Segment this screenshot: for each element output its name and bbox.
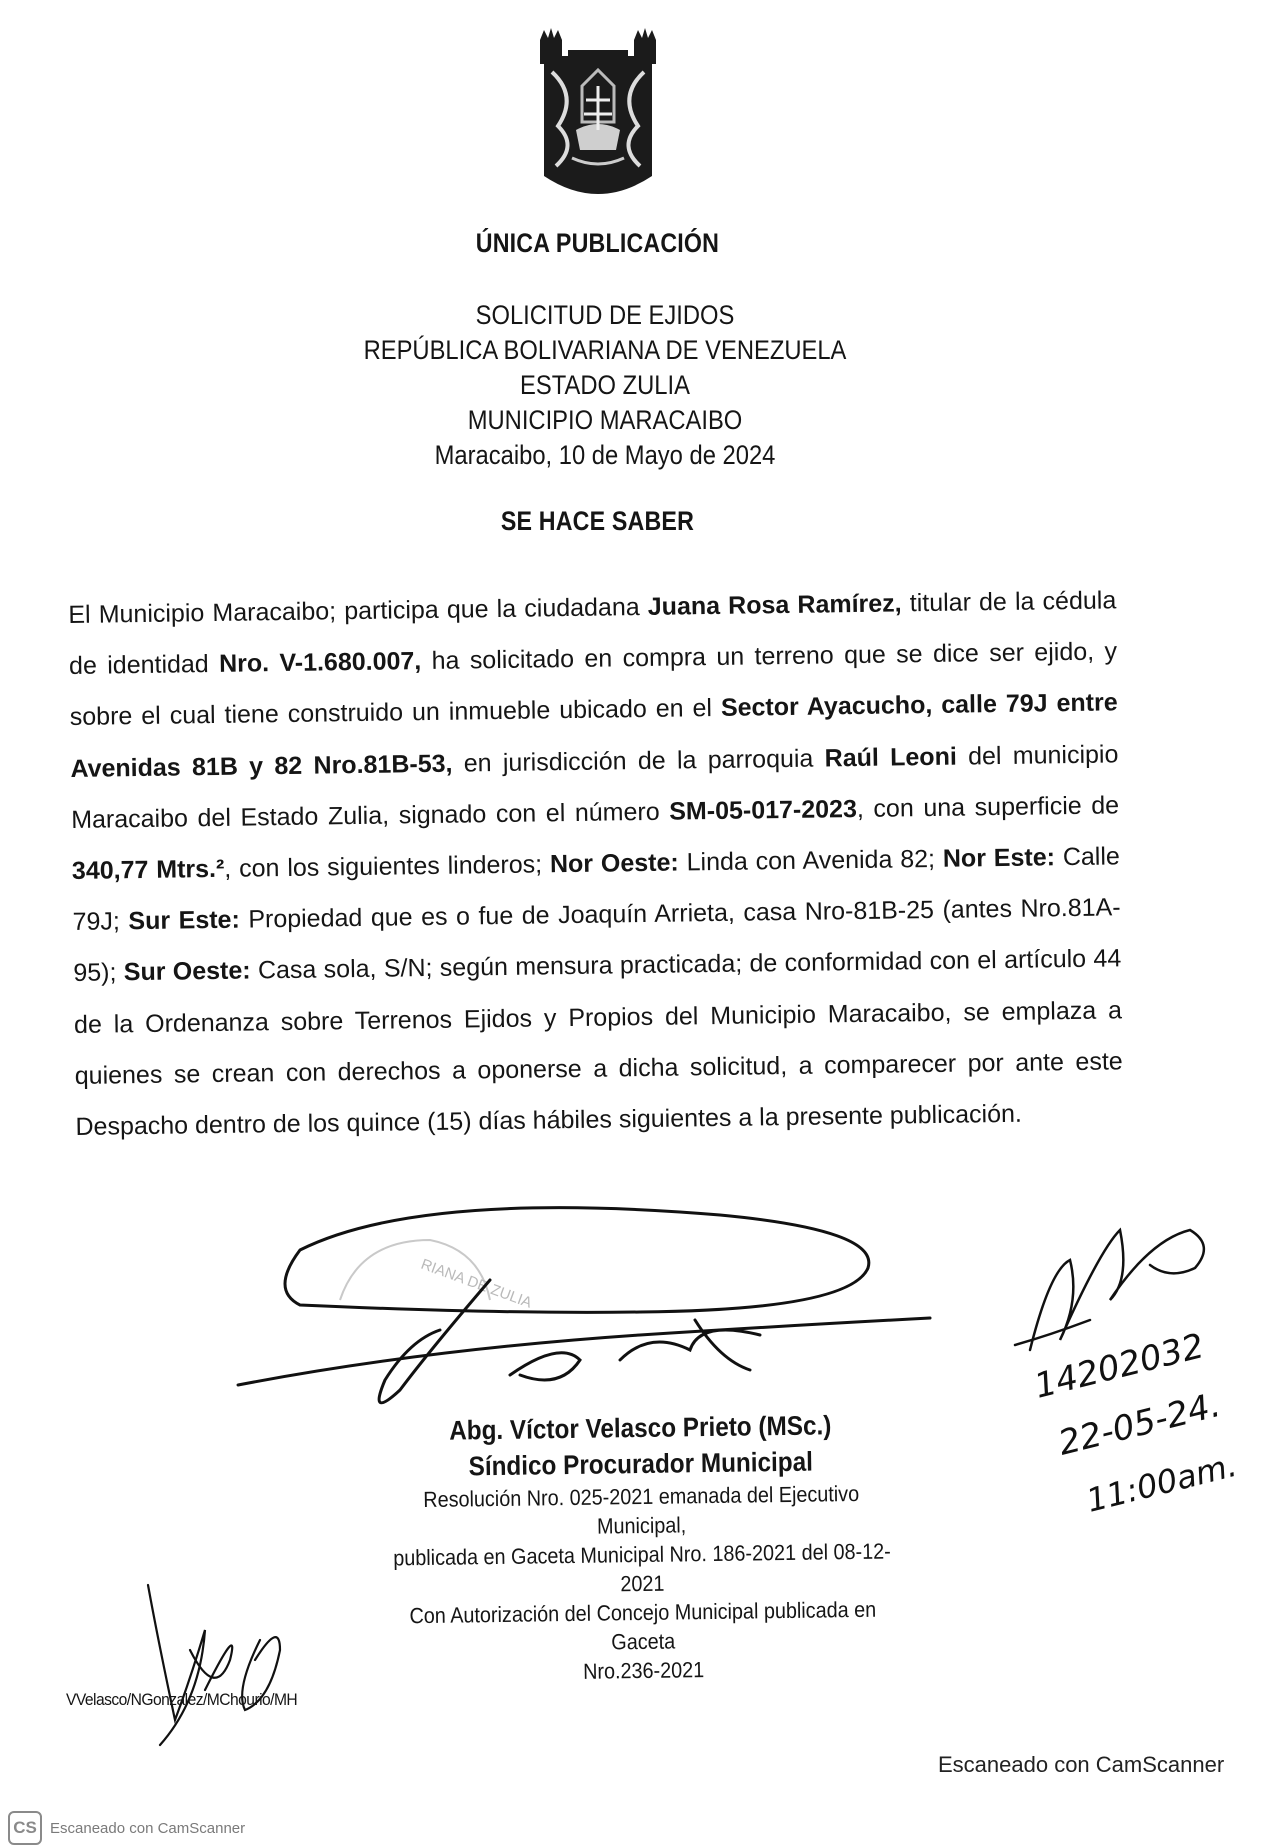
surface-area: 340,77 Mtrs.² <box>71 854 225 885</box>
main-signature <box>238 1208 930 1403</box>
header-line-municipality: MUNICIPIO MARACAIBO <box>467 405 743 435</box>
typist-initials: VVelasco/NGonzalez/MChourio/MH <box>66 1690 298 1709</box>
resolution-line-3: Con Autorización del Concejo Municipal publicada en Gaceta <box>409 1596 877 1655</box>
signatory-block <box>379 1406 905 1688</box>
resolution-line-4: Nro.236-2021 <box>582 1657 705 1684</box>
notice-paragraph: El Municipio Maracaibo; participa que la ciudadana Juana Rosa Ramírez, titular de la cédula de identidad Nro. V-1.680.007, ha solicitado en compra un terreno que se dice ser ejido, y sobre el cual tiene construido un inmueble ubicado en el Sector Ayacucho, calle 79J entre Avenidas 81B y 82 Nro.81B-53, en jurisdicción de la parroquia Raúl Leoni del municipio Maracaibo del Estado Zulia, signado con el número SM-05-017-2023, con una superficie de 340,77 Mtrs.², con los siguientes linderos; Nor Oeste: Linda con Avenida 82; Nor Este: Calle 79J; Sur Este: Propiedad que es o fue de Joaquín Arrieta, casa Nro-81B-25 (antes Nro.81A-95); Sur Oeste: Casa sola, S/N; según mensura practicada; de conformidad con el artículo 44 de la Ordenanza sobre Terrenos Ejidos y Propios del Municipio Maracaibo, se emplaza a quienes se crean con derechos a oponerse a dicha solicitud, a comparecer por ante este Despacho dentro de los quince (15) días hábiles siguientes a la presente publicación. <box>68 586 1123 1141</box>
property-address: Sector Ayacucho, calle 79J entre Avenidas 81B y 82 Nro.81B-53, <box>70 688 1118 783</box>
boundary-southwest-label: Sur Oeste: <box>123 956 251 987</box>
signatory-name: Abg. Víctor Velasco Prieto (MSc.) <box>448 1410 832 1446</box>
receipt-handwritten-note <box>1031 1326 1241 1520</box>
resolution-line-2: publicada en Gaceta Municipal Nro. 186-2021 del 08-12-2021 <box>393 1538 891 1597</box>
id-number: Nro. V-1.680.007, <box>218 647 422 679</box>
header-line-republic: REPÚBLICA BOLIVARIANA DE VENEZUELA <box>363 335 847 365</box>
camscanner-footer-text: Escaneado con CamScanner <box>50 1819 246 1837</box>
receipt-date: 22-05-24. <box>1054 1384 1225 1464</box>
header-line-request: SOLICITUD DE EJIDOS <box>475 300 735 330</box>
publication-type-heading: ÚNICA PUBLICACIÓN <box>475 228 720 258</box>
camscanner-logo-icon: CS <box>8 1811 42 1845</box>
boundary-northeast-label: Nor Este: <box>942 843 1056 873</box>
boundary-northwest-label: Nor Oeste: <box>549 848 679 879</box>
seal-text: RIANA DE ZULIA <box>418 1255 535 1312</box>
camscanner-footer <box>8 1810 245 1846</box>
resolution-line-1: Resolución Nro. 025-2021 emanada del Ejecutivo Municipal, <box>423 1480 860 1539</box>
applicant-name: Juana Rosa Ramírez, <box>647 589 902 621</box>
receipt-time: 11:00am. <box>1082 1445 1241 1520</box>
file-number: SM-05-017-2023 <box>669 794 858 826</box>
boundary-southeast-label: Sur Este: <box>128 905 240 936</box>
initials-signature <box>148 1585 280 1745</box>
municipal-seal <box>340 1240 534 1312</box>
parish-name: Raúl Leoni <box>824 742 957 773</box>
camscanner-watermark: Escaneado con CamScanner <box>938 1752 1225 1777</box>
signatory-title: Síndico Procurador Municipal <box>468 1446 814 1482</box>
header-line-date: Maracaibo, 10 de Mayo de 2024 <box>434 440 776 470</box>
notice-title: SE HACE SABER <box>500 506 695 536</box>
header-line-state: ESTADO ZULIA <box>520 370 690 400</box>
receipt-number: 14202032 <box>1030 1326 1209 1407</box>
